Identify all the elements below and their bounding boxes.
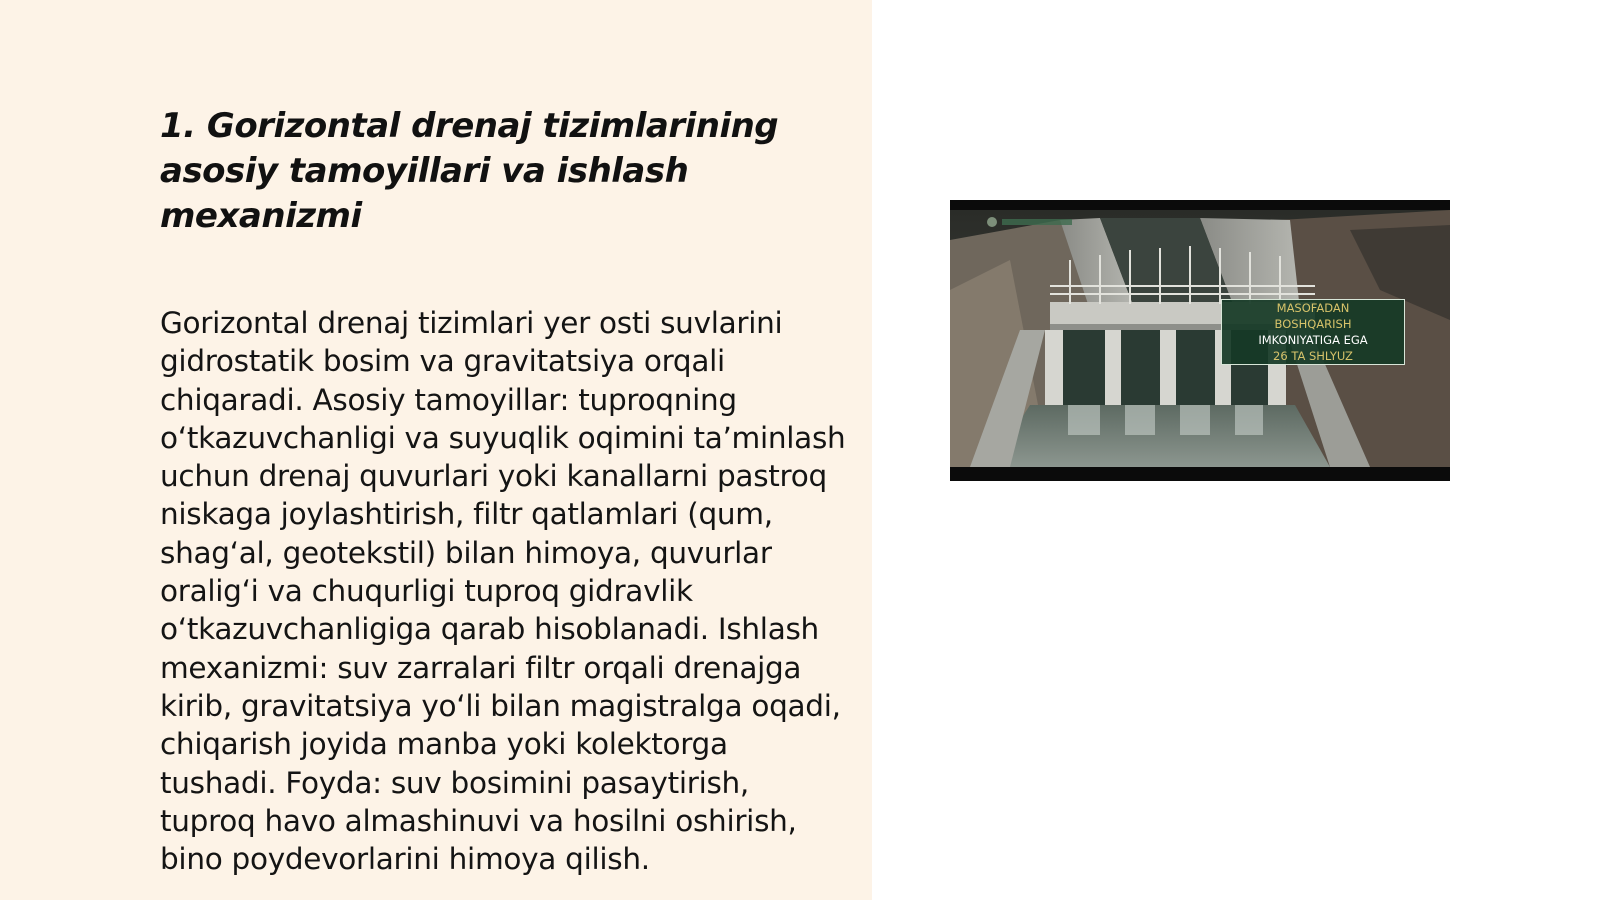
slide-body-text: Gorizontal drenaj tizimlari yer osti suvlarini gidrostatik bosim va gravitatsiya orqali chiqaradi. Asosiy tamoyillar: tuproqning o‘tkazuvchanligi va suyuqlik oqimini ta’minlash uchun drenaj quvurlari yoki kanallarni pastroq niskaga joylashtirish, filtr qatlamlari (qum, shag‘al, geotekstil) bilan himoya, quvurlar oralig‘i va chuqurligi tuproq gidravlik o‘tkazuvchanligiga qarab hisoblanadi. Ishlash mexanizmi: suv zarralari filtr orqali drenajga kirib, gravitatsiya yo‘li bilan magistralga oqadi, chiqarish joyida manba yoki kolektorga tushadi. Foyda: suv bosimini pasaytirish, tuproq havo almashinuvi va hosilni oshirish, bino poydevorlarini himoya qilish. xyxy=(160,306,846,877)
overlay-line-4: 26 TA SHLYUZ xyxy=(1273,349,1353,363)
sluice-gate-image xyxy=(950,200,1450,481)
overlay-line-3: IMKONIYATIGA EGA xyxy=(1258,333,1368,347)
caption-overlay xyxy=(1221,299,1405,365)
overlay-line-2: BOSHQARISH xyxy=(1274,317,1352,331)
overlay-line-1: MASOFADAN xyxy=(1276,301,1350,315)
slide-title: 1. Gorizontal drenaj tizimlarining asosiy tamoyillari va ishlash mexanizmi xyxy=(160,106,779,236)
